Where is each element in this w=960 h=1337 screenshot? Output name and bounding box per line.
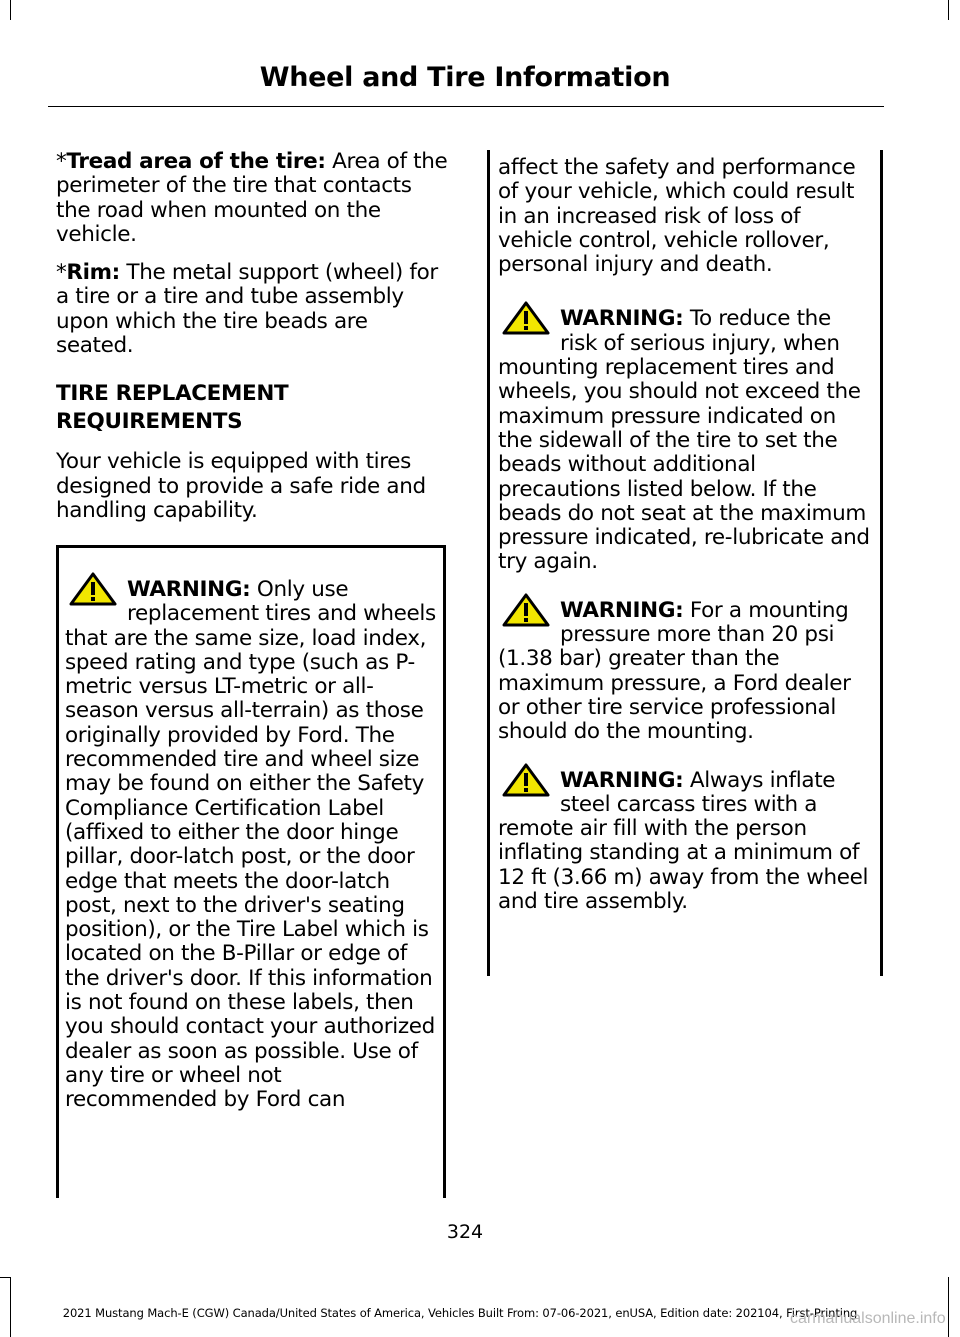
warning-triangle-icon (500, 593, 552, 627)
definition-rim: *Rim: The metal support (wheel) for a tire or a tire and tube assembly upon which the tire beads are seated. (56, 260, 438, 359)
left-column (56, 150, 448, 543)
warning-label: WARNING: (127, 577, 251, 602)
intro-paragraph: Your vehicle is equipped with tires designed to provide a safe ride and handling capability. (56, 449, 426, 523)
page-number: 324 (446, 1221, 484, 1243)
warning-3: WARNING: For a mounting pressure more than 20 psi (1.38 bar) greater than the maximum pressure, a Ford dealer or other tire service professional should do the mounting. (498, 599, 872, 745)
footer-text: 2021 Mustang Mach-E (CGW) Canada/United States of America, Vehicles Built From: 07-06-2021, enUSA, Edition date: 202104, First-Printing (62, 1306, 858, 1320)
warning-1-continuation: affect the safety and performance of your vehicle, which could result in an increased risk of loss of vehicle control, vehicle rollover, personal injury and death. (498, 155, 856, 278)
warning-triangle-icon (500, 763, 552, 797)
header-divider (48, 106, 884, 107)
warning-4: WARNING: Always inflate steel carcass tires with a remote air fill with the person inflating standing at a minimum of 12 ft (3.66 m) away from the wheel and tire assembly. (498, 769, 872, 915)
section-heading: TIRE REPLACEMENT REQUIREMENTS (56, 381, 289, 435)
watermark: carmanualsonline.info (790, 1310, 946, 1327)
warning-label: WARNING: (560, 597, 684, 623)
warning-2: WARNING: To reduce the risk of serious injury, when mounting replacement tires and wheels, you should not exceed the maximum pressure indicated on the sidewall of the tire to set the beads without additional precautions listed below. If the beads do not seat at the maximum pressure indicated, re-lubricate and try again. (498, 307, 872, 574)
crop-mark-top-right (948, 0, 949, 20)
page-title: Wheel and Tire Information (259, 62, 671, 93)
warning-label: WARNING: (560, 306, 684, 332)
warning-triangle-icon (67, 572, 119, 606)
term-rim: Rim: (66, 260, 120, 286)
definition-tread: *Tread area of the tire: Area of the perimeter of the tire that contacts the road when mounted on the vehicle. (56, 149, 448, 247)
crop-mark-top-left (10, 0, 11, 20)
term-tread: Tread area of the tire: (66, 149, 326, 174)
warning-box-right (487, 150, 883, 976)
crop-mark-bottom-left-h (0, 1277, 11, 1278)
warning-1: WARNING: Only use replacement tires and wheels that are the same size, load index, speed rating and type (such as P-metric versus LT-metric or all-season versus all-terrain) as those originally provided by Ford. The recommended tire and wheel size may be found on either the Safety Compliance Certification Label (affixed to either the door hinge pillar, door-latch post, or the door edge that meets the door-latch post, next to the driver's seating position), or the Tire Label which is located on the B-Pillar or edge of the driver's door. If this information is not found on these labels, then you should contact your authorized dealer as soon as possible. Use of any tire or wheel not recommended by Ford can (65, 578, 437, 1113)
crop-mark-bottom-right (948, 1277, 949, 1337)
warning-label: WARNING: (560, 767, 684, 793)
warning-box-left (56, 545, 446, 1198)
warning-triangle-icon (500, 301, 552, 335)
